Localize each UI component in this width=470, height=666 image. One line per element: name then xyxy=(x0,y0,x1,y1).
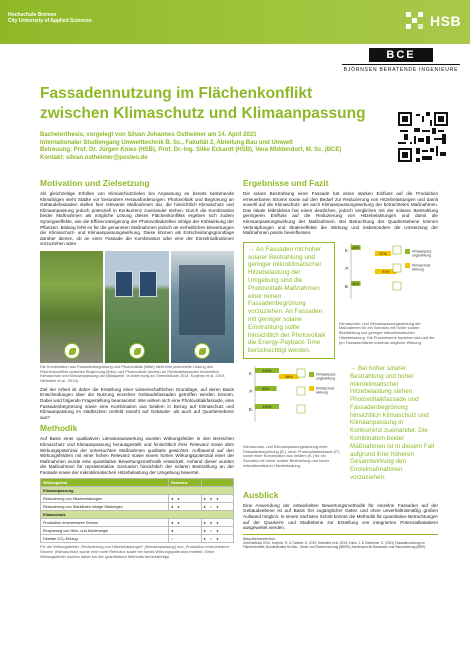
callout-1-text: An Fassaden mit hoher solarer Bestrahlung und geringer mikroklimatischer Hitzebelastung der Umgebung sind die Photovoltaik-Maßnahmen einer reinen Fassadenbegrünung vorzuziehen. An Fassaden mit geringer solarer Einstrahlung sollte hinsichtlich der Photovoltaik die Energy-Payback-Time berücksichtigt werden. xyxy=(248,245,326,355)
measure-icon xyxy=(393,264,401,272)
header-bar xyxy=(0,0,470,44)
data-label: 40% xyxy=(352,245,360,250)
row-label: Einsparung von Heiz- und Kühlenergie xyxy=(41,527,169,535)
photo-pv-facade xyxy=(171,251,234,363)
row-relevance: ● xyxy=(169,527,201,535)
measure-icon xyxy=(297,369,305,377)
legend-label: Klimaanpass xyxy=(316,372,336,377)
institution-line-1: Hochschule Bremen xyxy=(8,12,57,18)
meta-contact[interactable]: Kontakt: silvan.ostheimer@posteo.de xyxy=(40,154,148,161)
paragraph-ziel: Ziel der Arbeit ist daher die Erstellung einer wissenschaftlichen Grundlage, auf deren Basis Entscheidungen über die Nutzung einzelner Gebäudefassaden getroffen werden können. Dabei wird folgende Fragestellung beantwortet: Wie wirken sich eine Photovoltaikfassade, eine Fassadenbegrünung sowie eine Kombination aus beidem in Bezug auf Klimaschutz und Klimaanpassung im städtischen Umfeld sowohl auf Gebäude- als auch auf Quartiersebene aus? xyxy=(40,386,234,420)
chart-2 xyxy=(243,362,342,440)
table-row xyxy=(41,495,234,503)
header-cell xyxy=(201,479,234,487)
leaf-sun-icon xyxy=(129,343,145,359)
chart-2-wrap xyxy=(243,362,342,488)
row-relevance: ● ● xyxy=(169,503,201,511)
legend-label: wirkung xyxy=(412,267,424,272)
legend-label: Klimaschutz xyxy=(316,386,335,391)
institution-line-2: City University of Applied Sciences xyxy=(8,18,92,24)
measure-icon xyxy=(393,246,401,254)
row-relevance: ● ● xyxy=(169,495,201,503)
table-row xyxy=(41,527,234,535)
legend-swatch xyxy=(405,249,410,254)
heading-ergebnisse: Ergebnisse und Fazit xyxy=(243,178,329,188)
section-label: Klimaanpassung xyxy=(41,487,234,495)
photo-combination xyxy=(105,251,168,363)
header-cell: Wirkungsfeld xyxy=(41,479,169,487)
data-label: 100% xyxy=(262,368,272,373)
category-label: K. xyxy=(344,247,349,253)
row-label: Reduzierung von Starkfluten infolge Starkregen xyxy=(41,503,169,511)
evaluation-table xyxy=(40,478,234,543)
legend-label: Klimaanpass xyxy=(412,249,432,254)
photo-green-facade xyxy=(40,251,103,363)
chart-1 xyxy=(339,239,438,317)
heading-ausblick: Ausblick xyxy=(243,489,279,500)
category-label: P. xyxy=(345,265,349,271)
data-label: 67% xyxy=(379,251,387,256)
references xyxy=(243,537,438,549)
hsb-logo-text: HSB xyxy=(430,13,462,29)
qr-code[interactable] xyxy=(398,112,448,162)
callout-1 xyxy=(243,242,335,359)
references-title: Bildquellenverzeichnis: xyxy=(243,536,276,541)
row-values: ● ○ ● xyxy=(201,527,234,535)
table-section xyxy=(41,511,234,519)
pv-facade-panel xyxy=(179,265,225,335)
pv-panel xyxy=(139,271,157,297)
meta-line: Betreuung: Prof. Dr. Jürgen Knies (HSB), Prof. Dr.-Ing. Silke Eckardt (HSB), Vera Middendorf, M. Sc. (BCE) xyxy=(40,147,342,154)
legend-label: Klimaschutz xyxy=(412,263,431,268)
chart-1-caption: Klimaschutz- und Klimaanpassungswirkung der Maßnahmen für ein Szenario mit hoher solarer Bestrahlung und geringer mikroklimatischen Hitzebelastung. Die Prozentwerte beziehen sich auf die pro Fassadenfläche maximal mögliche Wirkung. xyxy=(339,320,435,345)
legend-swatch xyxy=(309,372,314,377)
chart-2-caption: Klimaschutz- und Klimaanpassungswirkung einer Fassadenbegrünung (B.), einer Photovoltaikfassade (P.) sowie einer Kombination aus beidem (K.) für ein Szenario mit hoher solarer Bestrahlung und hoher mikroklimatischer Hitzebelastung. xyxy=(243,443,340,468)
result-block-1 xyxy=(243,239,438,362)
bce-logo-text: BCE xyxy=(369,48,433,62)
heading-methodik: Methodik xyxy=(40,423,78,434)
measure-icon xyxy=(297,387,305,395)
row-values: ● ● ● xyxy=(201,519,234,527)
data-label: 84% xyxy=(285,374,293,379)
bce-subtitle: BJÖRNSEN BERATENDE INGENIEURE xyxy=(343,67,459,73)
bce-logo xyxy=(342,48,460,78)
institution-name xyxy=(8,12,92,24)
data-label: 90% xyxy=(262,386,270,391)
table-section xyxy=(41,487,234,495)
arrow-right-icon: → xyxy=(248,245,257,253)
table-row xyxy=(41,519,234,527)
paragraph-motivation: Als gleichzeitige Erfüllen von Klimaschutzzielen bei Anpassung an bereits bestehende Klimafolgen steht Städte vor besondere Herausforderungen. Photovoltaik und Begrünung an Gebäudefassaden stellen hier relevante Maßnahmen dar, die hinsichtlich Klimaschutz und Klimaanpassung jedoch potenziell in Konkurrenz zueinander stehen. Durch die Kombination beider Maßnahmen als mögliche Lösung dieses Flächenkonflikts ergeben sich zudem Synergieeffekte, wie die Effizienzsteigerung der Photovoltaikzellen infolge der Kühlwirkung der Pflanzen. Bislang fehlt es für die genannten Maßnahmen jedoch an einheitlichen Bewertungen der Klimaschutz- und Klimaanpassungswirkung. Diese können als Entscheidungsgrundlage darüber dienen, ob an einer Fassade die Kombination oder eine der Einzelmaßnahmen vorzuziehen wäre. xyxy=(40,191,234,247)
table-caption: Für die Wirkungsfelder „Reduzierung von Hitzebelastungen" (Klimaanpassung) und „Produktion erneuerbaren Stroms" (Klimaschutz) wurde eine hohe Relevanz sowie ein hohes Wirkungspotenzial ermittelt. Diese Wirkungsfelder wurden daher bei der quantitativen Methodik berücksichtigt. xyxy=(40,544,229,559)
poster-meta xyxy=(40,132,370,162)
category-label: B. xyxy=(248,406,253,412)
references-text: GreenfaSolar 2014; Korjenic, R. & Tudiwer, D. 2019; Heinstein et al. 2013; Knies, J. & Ostheimer, S. (2021) Fassadennutzung im Flächenkonflikt; Bundesinstitut für Bau-, Stadt- und Raumforschung (BBSR); Bundesamt für Bauwesen und Raumordnung (BBR). xyxy=(243,540,426,549)
row-values: ● ● ● xyxy=(201,495,234,503)
paragraph-ausblick: Eine Anwendung der entwickelten Bewertungsmethodik für einzelne Fassaden auf der Gebäudeebene ist auf Basis frei zugänglicher Daten und ohne unverhältnismäßig großen Aufwand möglich. In einem nächsten Schritt könnte die Methodik für quantitative Betrachtungen auf der Quartiers- und Stadtebene zur Erstellung von integrierten Potenzialkatastern ausgeweitet werden. xyxy=(243,502,438,531)
right-column xyxy=(243,178,438,549)
pv-panel xyxy=(115,271,133,297)
paragraph-ergebnisse: Die solare Bestrahlung einer Fassade hat einen starken Einfluss auf die Produktion erneuerbaren Stroms sowie auf den Bedarf zur Reduzierung von Hitzebelastungen und damit sowohl auf die Klimaschutz- als auch Klimaanpassungswirkung der betrachteten Maßnahmen. Das lokale Mikroklima hat einen deutlichen, jedoch verglichen mit der solaren Bestrahlung geringeren Einfluss auf die Reduzierung von Hitzebelastungen und damit die Klimaanpassungswirkung der Maßnahmen. Bei Betrachtung der Quartiersebene können Verknüpfungen und Skaleneffekte die Wirkung und insbesondere die Umsetzung der Maßnahmen positiv beeinflussen. xyxy=(243,191,438,236)
chart-1-wrap xyxy=(339,239,438,362)
legend-label: ungswirkung xyxy=(412,253,432,258)
legend-swatch xyxy=(309,386,314,391)
arrow-right-icon: → xyxy=(350,364,359,372)
photo-caption: Die Kombination aus Fassadenbegrünung und Photovoltaik (Mitte) stellt eine potenzielle Lösung des Flächenkonflikts zwischen Begrünung (links) und Photovoltaik (rechts) an Gebäudefassaden hinsichtlich Klimaschutz und Klimaanpassung dar (Bildquelle: In Anlehnung an GreenfaSolar 2014, Korjenic et al. 2019, Heinstein et al., 2013). xyxy=(40,363,226,384)
divider xyxy=(243,534,438,535)
meta-line: Internationaler Studiengang Umwelttechnik B. Sc., Fakultät 2, Abteilung Bau und Umwelt xyxy=(40,139,293,146)
measure-icon xyxy=(297,405,305,413)
legend-swatch xyxy=(405,263,410,268)
data-label: 91% xyxy=(382,269,390,274)
hsb-logo-icon xyxy=(404,10,426,32)
header-cell: Relevanz xyxy=(169,479,201,487)
category-label: K. xyxy=(248,370,253,376)
table-row xyxy=(41,535,234,543)
callout-2 xyxy=(346,365,438,485)
meta-line: Bachelorthesis, vorgelegt von Silvan Johannes Ostheimer am 14. April 2021 xyxy=(40,132,257,138)
row-label: Produktion erneuerbaren Stroms xyxy=(41,519,169,527)
table-row xyxy=(41,503,234,511)
left-column xyxy=(40,178,234,563)
category-label: B. xyxy=(344,283,349,289)
row-relevance: ● ● xyxy=(169,519,201,527)
paragraph-methodik: Auf Basis einer qualitativen Literaturauswertung wurden Wirkungsfelder in den Bereichen Klimaschutz und Klimaanpassung herausgestellt und hinsichtlich ihrer Relevanz sowie dem Wirkungspotenzial der untersuchten Maßnahmen qualitativ gewichtet. Aufbauend auf den Wirkungsfeldern mit einer hohen Relevanz sowie einem hohen Wirkungspotenzial einer der Maßnahmen wurde eine quantitative Bewertungsmethodik entwickelt. Anhand dieser wurden die Maßnahmen für repräsentative Szenarien hinsichtlich der solaren Bestrahlung an der Fassade sowie der mikroklimatischen Hitzebelastung der Umgebung bewertet. xyxy=(40,436,234,475)
heading-motivation: Motivation und Zielsetzung xyxy=(40,178,150,188)
result-block-2 xyxy=(243,362,438,488)
legend-label: wirkung xyxy=(316,390,328,395)
photo-strip xyxy=(40,251,234,363)
section-label: Klimaschutz xyxy=(41,511,234,519)
callout-2-text: Bei hoher solarer Bestrahlung und hoher mikroklimatischer Hitzebelastung stehen Photovoltaikfassade und Fassadenbegrünung hinsichtlich Klimaschutz und Klimaanpassung in Konkurrenz zueinander. Die Kombination beider Maßnahmen ist in diesem Fall aufgrund ihrer höheren Gesamtwirkung den Einzelmaßnahmen vorzuziehen. xyxy=(350,364,434,482)
row-label: Reduzierung von Hitzebelastungen xyxy=(41,495,169,503)
hsb-logo xyxy=(402,7,462,37)
row-values: ● ○ ● xyxy=(201,535,234,543)
bce-logo-rule xyxy=(342,64,460,65)
sun-icon xyxy=(194,343,210,359)
row-relevance: ○ xyxy=(169,535,201,543)
measure-icon xyxy=(393,282,401,290)
data-label: 40% xyxy=(352,281,360,286)
data-label: 100% xyxy=(262,404,272,409)
row-values: ● ○ ● xyxy=(201,503,234,511)
leaf-icon xyxy=(64,343,80,359)
category-label: P. xyxy=(249,388,253,394)
table-header xyxy=(41,479,234,487)
legend-label: ungswirkung xyxy=(316,376,336,381)
poster-title: Fassadennutzung im Flächenkonflikt zwischen Klimaschutz und Klimaanpassung xyxy=(40,85,366,122)
row-label: Direkter CO₂-Entzug xyxy=(41,535,169,543)
